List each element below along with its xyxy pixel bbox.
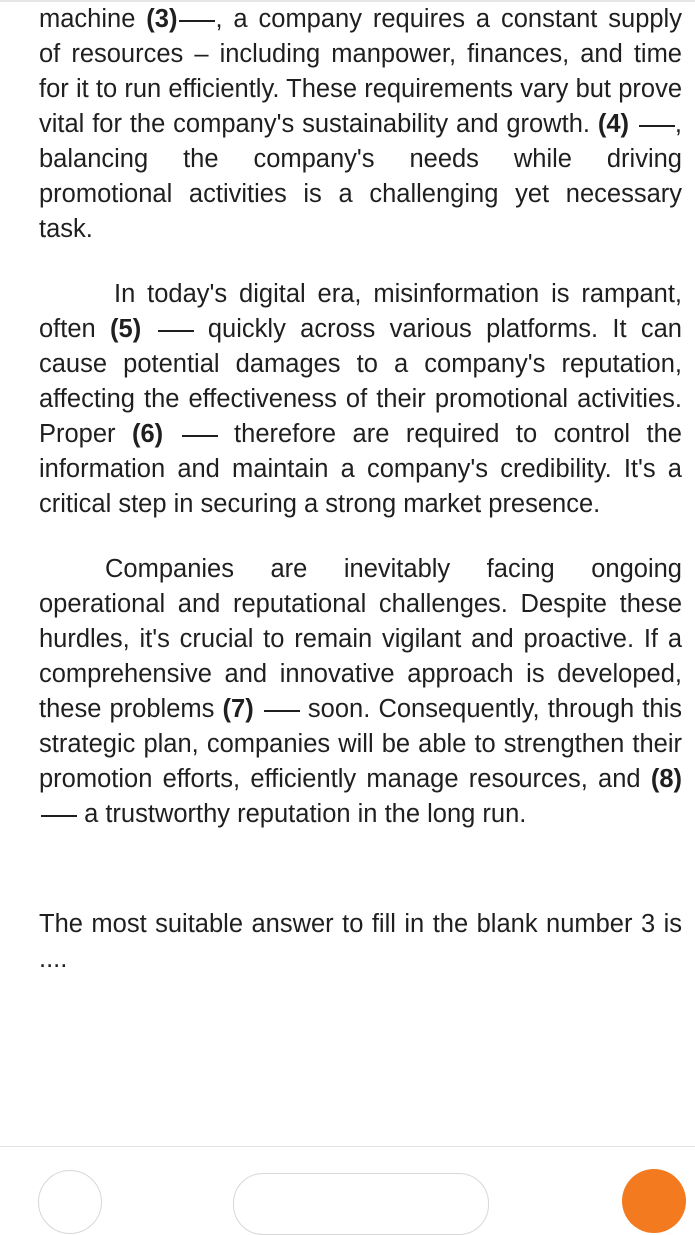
blank-number-4: (4) (597, 110, 630, 138)
blank-line-6 (182, 435, 218, 437)
blank-line-4 (639, 125, 675, 127)
paragraph-1 (39, 2, 682, 247)
paragraph-3 (39, 552, 682, 832)
blank-number-6: (6) (131, 420, 164, 448)
blank-line-3 (179, 20, 215, 22)
paragraph-1-text: machine (39, 5, 147, 33)
paragraph-3-text: a trustworthy reputation in the long run. (77, 800, 527, 828)
question-prompt: The most suitable answer to fill in the blank number 3 is .... (39, 910, 682, 973)
paragraph-2 (39, 277, 682, 522)
blank-line-5 (158, 330, 194, 332)
circle-action-button[interactable] (38, 1170, 102, 1234)
paragraph-3-text: Companies are inevitably facing ongoing operational and reputational challenges. Despite these hurdles, it's crucial to remain vigilant and proactive. If a comprehensive and innovative approach is developed, these problems (39, 555, 682, 723)
paragraph-1-text: , a company requires a constant supply of resources – including manpower, finances, and time for it to run efficiently. These requirements vary but prove vital for the company's sustainability and growth. (39, 5, 682, 138)
bottom-action-bar (0, 1147, 695, 1183)
paragraph-2-text: quickly across various platforms. It can cause potential damages to a company's reputation, affecting the effectiveness of their promotional activities. Proper (39, 315, 682, 448)
paragraph-2-text: therefore are required to control the information and maintain a company's credibility. It's a critical step in securing a strong market presence. (39, 420, 682, 518)
blank-number-5: (5) (110, 315, 142, 343)
blank-number-3: (3) (146, 5, 178, 33)
paragraph-2-text: In today's digital era, misinformation is rampant, often (39, 280, 682, 343)
paragraph-3-text: soon. Consequently, through this strategic plan, companies will be able to strengthen their promotion efforts, efficiently manage resources, and (39, 695, 682, 793)
blank-number-7: (7) (222, 695, 254, 723)
blank-line-8 (41, 815, 77, 817)
primary-action-button[interactable] (622, 1169, 686, 1233)
question-content (39, 2, 682, 977)
blank-number-8: (8) (650, 765, 682, 793)
pill-action-button[interactable] (233, 1173, 489, 1235)
paragraph-1-text: , balancing the company's needs while driving promotional activities is a challenging yet necessary task. (39, 110, 682, 243)
blank-line-7 (264, 710, 300, 712)
